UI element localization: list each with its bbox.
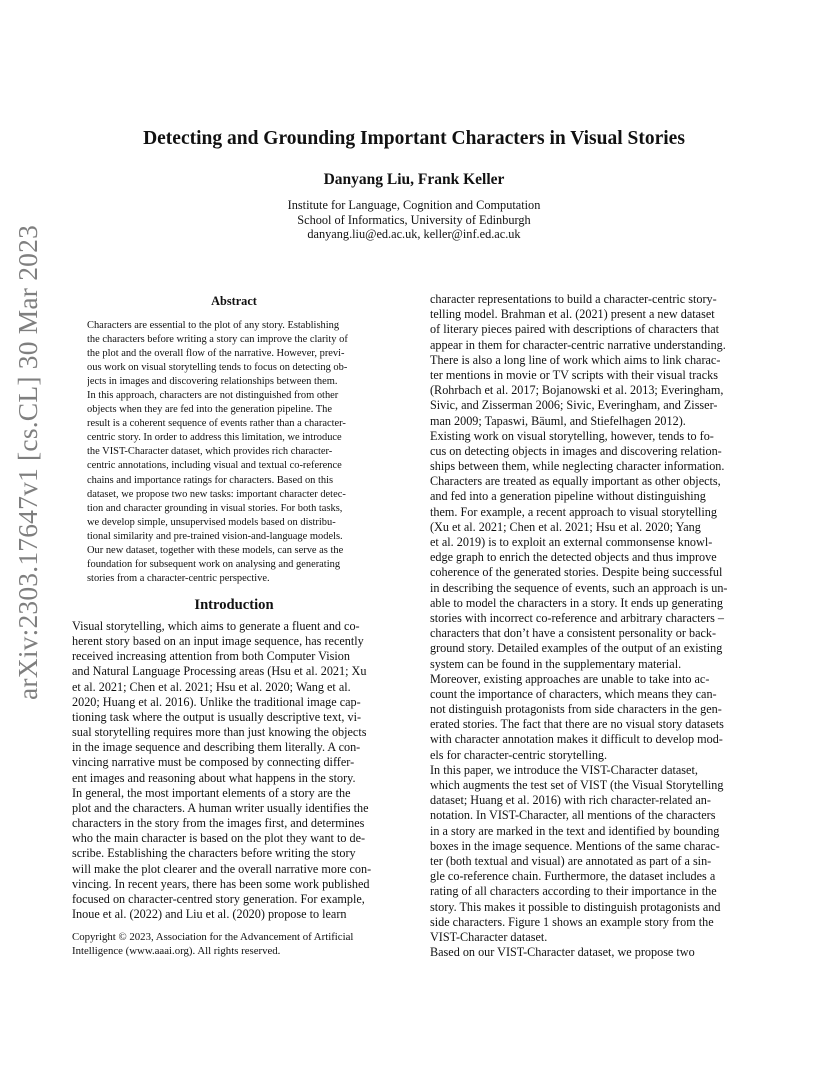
introduction-line: vincing. In recent years, there has been some work published xyxy=(72,876,370,891)
introduction-body xyxy=(72,619,398,922)
abstract-line: jects in images and discovering relationships between them. xyxy=(87,376,338,388)
body-line: There is also a long line of work which aims to link charac- xyxy=(430,352,721,367)
introduction-line: 2020; Huang et al. 2016). Unlike the traditional image cap- xyxy=(72,694,361,709)
body-line: In this paper, we introduce the VIST-Character dataset, xyxy=(430,762,698,777)
introduction-line: sual storytelling requires more than just knowing the objects xyxy=(72,725,367,740)
abstract-line: chains and importance ratings for characters. Based on this xyxy=(87,474,334,486)
abstract-line: foundation for subsequent work on analysing and generating xyxy=(87,558,341,570)
body-line: count the importance of characters, which means they can- xyxy=(430,686,717,701)
body-line: side characters. Figure 1 shows an example story from the xyxy=(430,914,714,929)
body-line: els for character-centric storytelling. xyxy=(430,747,608,762)
body-line: (Xu et al. 2021; Chen et al. 2021; Hsu et al. 2020; Yang xyxy=(430,519,701,534)
body-line: cus on detecting objects in images and discovering relation- xyxy=(430,443,722,458)
body-line: dataset; Huang et al. 2016) with rich character-related an- xyxy=(430,793,711,808)
body-line: erated stories. The fact that there are no visual story datasets xyxy=(430,717,724,732)
introduction-line: scribe. Establishing the characters before writing the story xyxy=(72,846,356,861)
body-line: Based on our VIST-Character dataset, we propose two xyxy=(430,945,695,960)
right-column-body xyxy=(430,292,757,960)
abstract-body xyxy=(87,319,383,586)
abstract-line: the VIST-Character dataset, which provides rich character- xyxy=(87,446,333,458)
body-line: and fed into a generation pipeline without distinguishing xyxy=(430,489,706,504)
body-line: system can be found in the supplementary material. xyxy=(430,656,682,671)
body-line: Existing work on visual storytelling, however, tends to fo- xyxy=(430,428,714,443)
introduction-line: in the image sequence and describing them literally. A con- xyxy=(72,740,361,755)
body-line: telling model. Brahman et al. (2021) present a new dataset xyxy=(430,307,715,322)
body-line: coherence of the generated stories. Despite being successful xyxy=(430,565,723,580)
paper-title: Detecting and Grounding Important Characters in Visual Stories xyxy=(143,128,685,149)
introduction-line: et al. 2021; Chen et al. 2021; Hsu et al. 2020; Wang et al. xyxy=(72,679,351,694)
body-line: rating of all characters according to their importance in the xyxy=(430,884,717,899)
affiliation-line: School of Informatics, University of Edinburgh xyxy=(297,212,531,227)
abstract-line: centric annotations, including visual and textual co-reference xyxy=(87,460,342,472)
body-line: Moreover, existing approaches are unable to take into ac- xyxy=(430,671,710,686)
body-line: man 2009; Tapaswi, Bäuml, and Stiefelhagen 2012). xyxy=(430,413,686,428)
body-line: gle co-reference chain. Furthermore, the dataset includes a xyxy=(430,869,716,884)
abstract-line: the characters before writing a story can improve the clarity of xyxy=(87,334,348,346)
abstract-line: dataset, we propose two new tasks: important character detec- xyxy=(87,488,346,500)
body-line: ter mentions in movie or TV scripts with their visual tracks xyxy=(430,367,718,382)
body-line: of literary pieces paired with descriptions of characters that xyxy=(430,322,719,337)
footnote-line: Copyright © 2023, Association for the Advancement of Artificial xyxy=(72,931,354,943)
body-line: characters that don’t have a consistent personality or back- xyxy=(430,626,717,641)
footnote-line: Intelligence (www.aaai.org). All rights reserved. xyxy=(72,945,281,957)
introduction-line: tioning task where the output is usually descriptive text, vi- xyxy=(72,709,362,724)
body-line: character representations to build a character-centric story- xyxy=(430,292,717,306)
abstract-line: stories from a character-centric perspective. xyxy=(87,572,270,584)
body-line: boxes in the image sequence. Mentions of the same charac- xyxy=(430,838,720,853)
abstract-line: Our new dataset, together with these models, can serve as the xyxy=(87,544,344,556)
body-line: in a story are marked in the text and identified by bounding xyxy=(430,823,720,838)
body-line: stories with incorrect co-reference and arbitrary characters – xyxy=(430,610,725,625)
abstract-line: tion and character grounding in visual stories. For both tasks, xyxy=(87,502,343,514)
affiliation-block xyxy=(0,198,828,242)
introduction-line: vincing narrative must be composed by connecting differ- xyxy=(72,755,355,770)
introduction-line: received increasing attention from both Computer Vision xyxy=(72,649,350,664)
abstract-line: objects when they are fed into the generation pipeline. The xyxy=(87,404,333,416)
body-line: with character annotation makes it difficult to develop mod- xyxy=(430,732,723,747)
introduction-line: Inoue et al. (2022) and Liu et al. (2020) propose to learn xyxy=(72,906,347,921)
introduction-heading: Introduction xyxy=(194,597,274,613)
body-line: et al. 2019) is to exploit an external commonsense knowl- xyxy=(430,535,713,549)
introduction-line: and Natural Language Processing areas (Hsu et al. 2021; Xu xyxy=(72,664,367,679)
affiliation-line: Institute for Language, Cognition and Computation xyxy=(287,198,541,212)
body-line: notation. In VIST-Character, all mentions of the characters xyxy=(430,808,716,823)
introduction-line: who the main character is based on the plot they want to de- xyxy=(72,831,366,846)
introduction-line: In general, the most important elements of a story are the xyxy=(72,785,351,800)
body-line: not distinguish protagonists from side characters in the gen- xyxy=(430,702,722,717)
author-emails: danyang.liu@ed.ac.uk, keller@inf.ed.ac.uk xyxy=(307,227,521,242)
introduction-line: Visual storytelling, which aims to generate a fluent and co- xyxy=(72,619,360,633)
body-line: edge graph to enrich the detected objects and thus improve xyxy=(430,550,717,565)
abstract-line: we develop simple, unsupervised models based on distribu- xyxy=(87,516,336,528)
abstract-line: ous work on visual storytelling tends to focus on detecting ob- xyxy=(87,362,348,374)
abstract-line: tional similarity and pre-trained vision-and-language models. xyxy=(87,530,343,542)
abstract-line: In this approach, characters are not distinguished from other xyxy=(87,390,339,402)
body-line: ground story. Detailed examples of the output of an existing xyxy=(430,641,723,656)
introduction-line: ent images and reasoning about what happens in the story. xyxy=(72,770,356,785)
body-line: ships between them, while neglecting character information. xyxy=(430,459,725,474)
abstract-line: the plot and the overall flow of the narrative. However, previ- xyxy=(87,348,345,360)
introduction-line: focused on character-centred story generation. For example, xyxy=(72,891,365,906)
arxiv-identifier-stamp: arXiv:2303.17647v1 [cs.CL] 30 Mar 2023 xyxy=(12,224,43,700)
introduction-line: characters in the story from the images first, and determines xyxy=(72,816,365,831)
body-line: Sivic, and Zisserman 2006; Sivic, Everingham, and Zisser- xyxy=(430,398,718,413)
body-line: able to model the characters in a story. It ends up generating xyxy=(430,595,723,610)
body-line: which augments the test set of VIST (the Visual Storytelling xyxy=(430,778,724,792)
introduction-line: plot and the characters. A human writer usually identifies the xyxy=(72,800,369,815)
abstract-line: centric story. In order to address this limitation, we introduce xyxy=(87,432,342,444)
copyright-footnote xyxy=(72,930,398,958)
body-line: ter (both textual and visual) are annotated as part of a sin- xyxy=(430,853,712,868)
body-line: in describing the sequence of events, such an approach is un- xyxy=(430,580,728,595)
body-line: appear in them for character-centric narrative understanding. xyxy=(430,337,726,352)
introduction-line: will make the plot clearer and the overall narrative more con- xyxy=(72,861,372,876)
body-line: (Rohrbach et al. 2017; Bojanowski et al. 2013; Everingham, xyxy=(430,383,724,398)
abstract-line: result is a coherent sequence of events rather than a character- xyxy=(87,418,346,430)
body-line: them. For example, a recent approach to visual storytelling xyxy=(430,504,717,519)
body-line: VIST-Character dataset. xyxy=(430,929,548,944)
abstract-heading: Abstract xyxy=(211,294,257,308)
body-line: Characters are treated as equally important as other objects, xyxy=(430,474,721,489)
body-line: story. This makes it possible to distinguish protagonists and xyxy=(430,899,721,914)
abstract-line: Characters are essential to the plot of any story. Establishing xyxy=(87,320,340,331)
author-names: Danyang Liu, Frank Keller xyxy=(323,171,505,188)
introduction-line: herent story based on an input image sequence, has recently xyxy=(72,634,364,649)
